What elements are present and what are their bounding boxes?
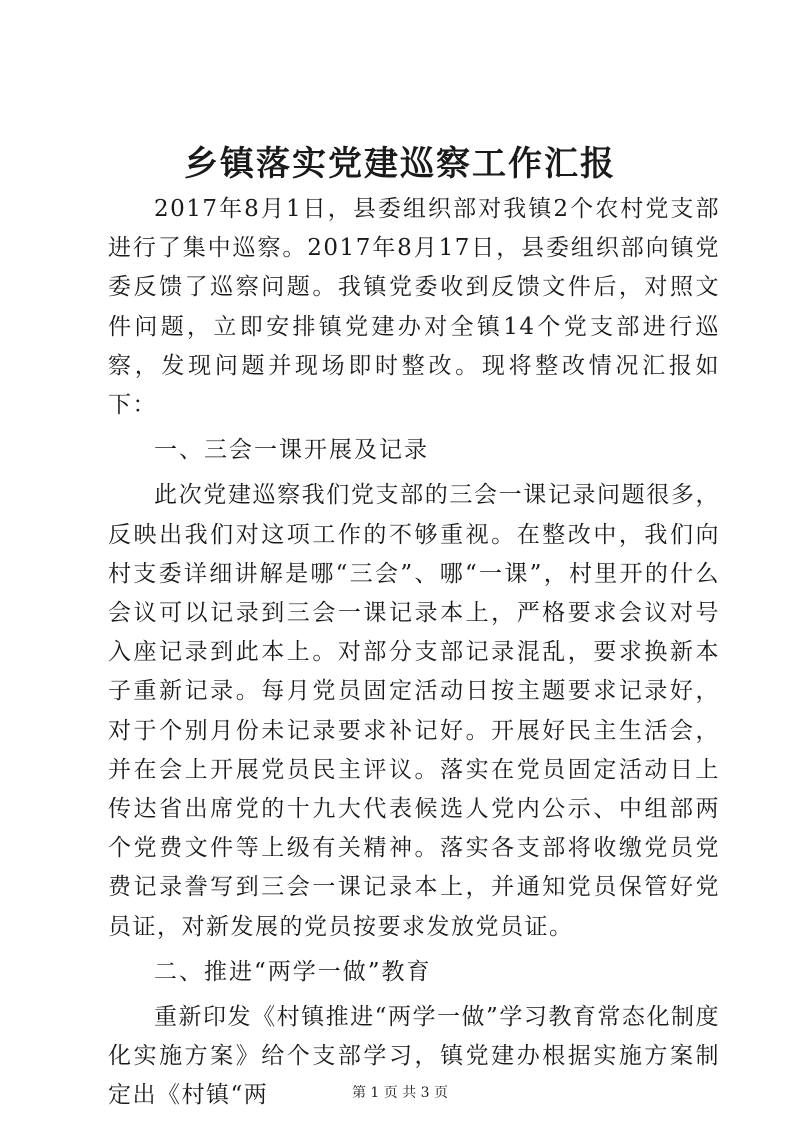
section-heading-2: 二、推进“两学一做”教育 xyxy=(154,958,432,985)
page-title: 乡镇落实党建巡察工作汇报 xyxy=(184,144,616,184)
section-body-1: 此次党建巡察我们党支部的三会一课记录问题很多，反映出我们对这项工作的不够重视。在整改中，我们向村支委详细讲解是哪“三会”、哪“一课”，村里开的什么会议可以记录到三会一课记录本上，严格要求会议对号入座记录到此本上。对部分支部记录混乱，要求换新本子重新记录。每月党员固定活动日按主题要求记录好，对于个别月份未记录要求补记好。开展好民主生活会，并在会上开展党员民主评议。落实在党员固定活动日上传达省出席党的十九大代表候选人党内公示、中组部两个党费文件等上级有关精神。落实各支部将收缴党员党费记录誊写到三会一课记录本上，并通知党员保管好党员证，对新发展的党员按要求发放党员证。 xyxy=(108,482,720,940)
document-body xyxy=(108,190,720,1116)
section-body-2: 重新印发《村镇推进“两学一做”学习教育常态化制度化实施方案》给个支部学习，镇党建办根据实施方案制定出《村镇“两 xyxy=(108,1004,720,1109)
page-number-footer: 第 1 页 共 3 页 xyxy=(351,1085,449,1101)
section-heading-1: 一、三会一课开展及记录 xyxy=(154,437,429,464)
intro-paragraph: 2017年8月1日，县委组织部对我镇2个农村党支部进行了集中巡察。2017年8月17日，县委组织部向镇党委反馈了巡察问题。我镇党委收到反馈文件后，对照文件问题，立即安排镇党建办对全镇14个党支部进行巡察，发现问题并现场即时整改。现将整改情况汇报如下： xyxy=(108,196,720,419)
